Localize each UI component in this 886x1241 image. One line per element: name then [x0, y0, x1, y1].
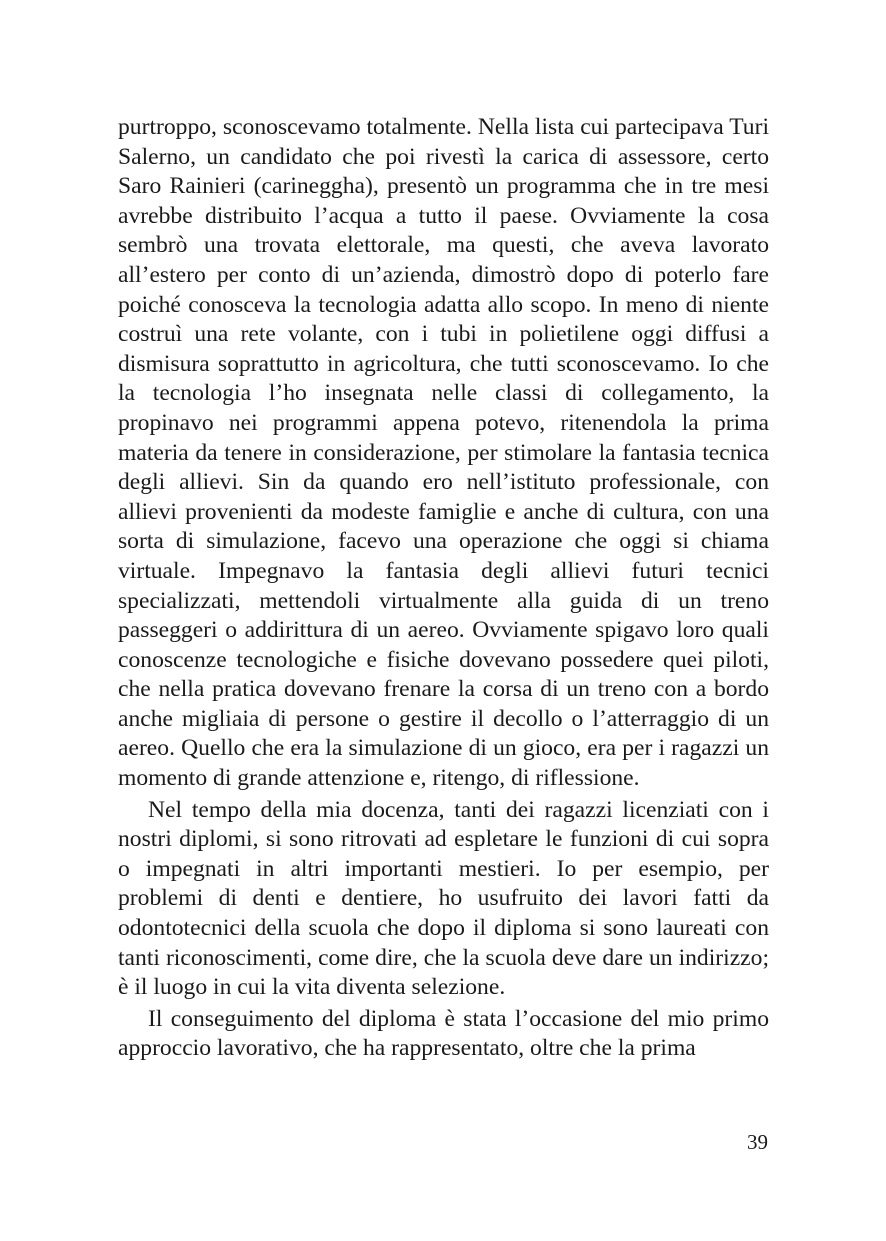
paragraph-3: Il conseguimento del diploma è stata l’occasione del mio primo approccio lavorativo, che ha rappresentato, oltre che la prima	[118, 1005, 769, 1062]
body-text	[118, 113, 769, 1064]
paragraph-2: Nel tempo della mia docenza, tanti dei ragazzi licenziati con i nostri diplomi, si sono ritrovati ad espletare le funzioni di cui sopra o impegnati in altri importanti mestieri. Io per esempio, per problemi di denti e dentiere, ho usufruito dei lavori fatti da odontotecnici della scuola che dopo il diploma si sono laureati con tanti riconoscimenti, come dire, che la scuola deve dare un indirizzo; è il luogo in cui la vita diventa selezione.	[118, 796, 769, 1001]
page-number: 39	[747, 1130, 768, 1154]
paragraph-1: purtroppo, sconoscevamo totalmente. Nella lista cui partecipava Turi Salerno, un candidato che poi rivestì la carica di assessore, certo Saro Rainieri (carineggha), presentò un programma che in tre mesi avrebbe distribuito l’acqua a tutto il paese. Ovviamente la cosa sembrò una trovata elettorale, ma questi, che aveva lavorato all’estero per conto di un’azienda, dimostrò dopo di poterlo fare poiché conosceva la tecnologia adatta allo scopo. In meno di niente costruì una rete volante, con i tubi in polietilene oggi diffusi a dismisura soprattutto in agricoltura, che tutti sconoscevamo. Io che la tecnologia l’ho insegnata nelle classi di collegamento, la propinavo nei programmi appena potevo, ritenendola la prima materia da tenere in considerazione, per stimolare la fantasia tecnica degli allievi. Sin da quando ero nell’istituto professionale, con allievi provenienti da modeste famiglie e anche di cultura, con una sorta di simulazione, facevo una operazione che oggi si chiama virtuale. Impegnavo la fantasia degli allievi futuri tecnici specializzati, mettendoli virtualmente alla guida di un treno passeggeri o addirittura di un aereo. Ovviamente spigavo loro quali conoscenze tecnologiche e fisiche dovevano possedere quei piloti, che nella pratica dovevano frenare la corsa di un treno con a bordo anche migliaia di persone o gestire il decollo o l’atterraggio di un aereo. Quello che era la simulazione di un gioco, era per i ragazzi un momento di grande attenzione e, ritengo, di riflessione.	[118, 114, 769, 792]
